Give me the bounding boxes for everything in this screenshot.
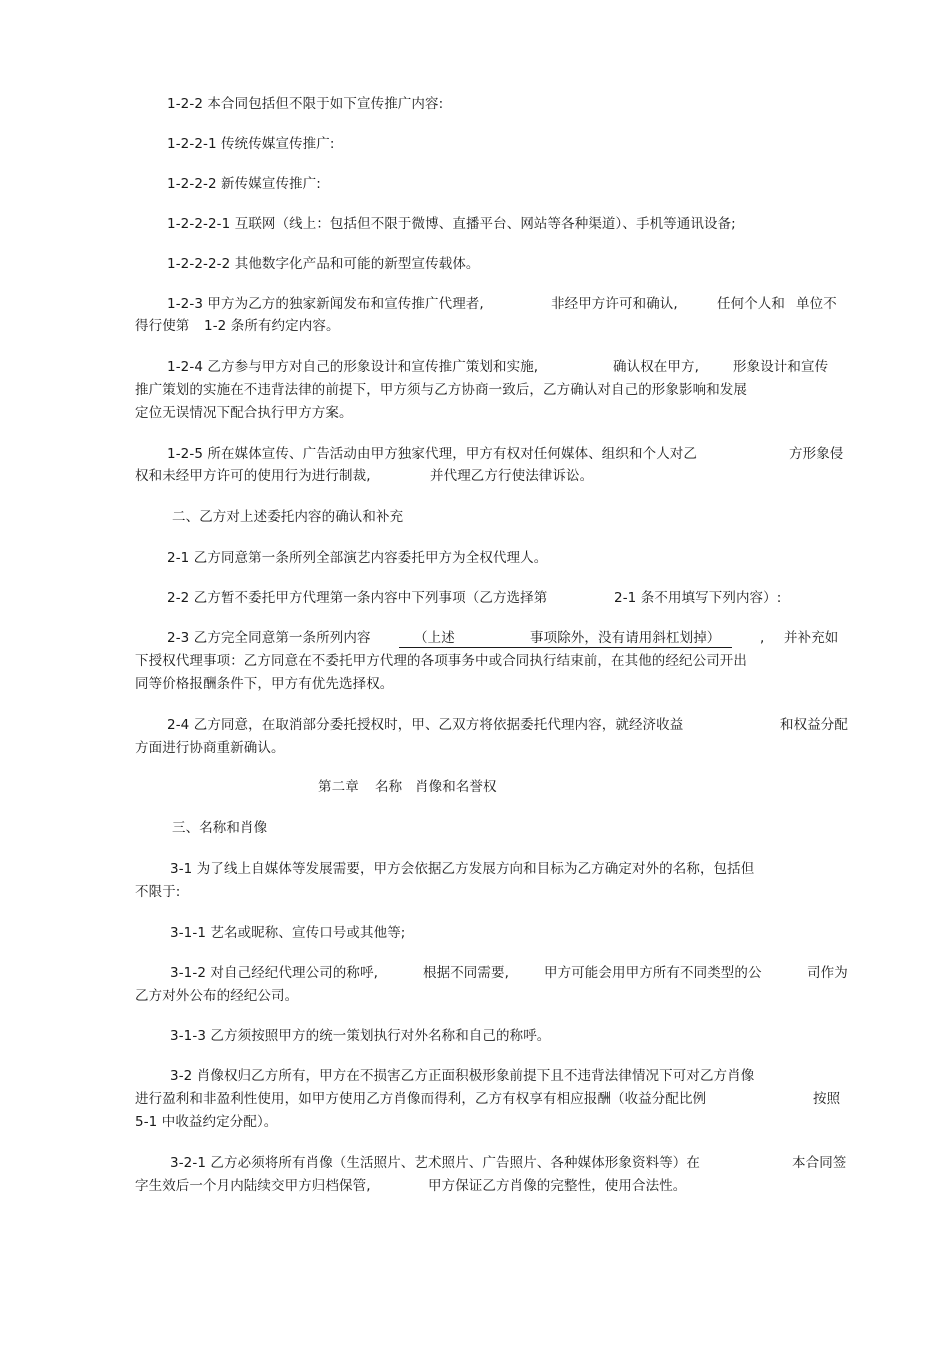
clause-2-3-part-4: 并补充如	[784, 630, 839, 646]
clause-3-1-2-part-1: 3-1-2 对自己经纪代理公司的称呼,	[170, 965, 378, 981]
clause-1-2-2-2: 1-2-2-2 新传媒宣传推广:	[167, 176, 321, 192]
clause-3-2-1-line2-part-1: 字生效后一个月内陆续交甲方归档保管,	[135, 1178, 371, 1194]
clause-2-3-line3: 同等价格报酬条件下，甲方有优先选择权。	[135, 676, 394, 692]
clause-2-2-part-2: 2-1 条不用填写下列内容）:	[614, 590, 782, 606]
clause-3-1-2-part-2: 根据不同需要,	[423, 965, 509, 981]
clause-1-2-2-2-2: 1-2-2-2-2 其他数字化产品和可能的新型宣传载体。	[167, 256, 480, 272]
clause-3-2-1-part-2: 本合同签	[792, 1155, 847, 1171]
clause-3-1-1: 3-1-1 艺名或昵称、宣传口号或其他等;	[170, 925, 406, 941]
clause-3-2-line2-part-1: 进行盈利和非盈利性使用，如甲方使用乙方肖像而得利，乙方有权享有相应报酬（收益分配比例	[135, 1091, 707, 1107]
clause-1-2-5-part-1: 1-2-5 所在媒体宣传、广告活动由甲方独家代理，甲方有权对任何媒体、组织和个人对乙	[167, 446, 697, 462]
clause-1-2-4-part-1: 1-2-4 乙方参与甲方对自己的形象设计和宣传推广策划和实施,	[167, 359, 539, 375]
section-heading-2: 二、乙方对上述委托内容的确认和补充	[172, 509, 404, 525]
clause-2-1: 2-1 乙方同意第一条所列全部演艺内容委托甲方为全权代理人。	[167, 550, 548, 566]
clause-3-1-line2: 不限于:	[135, 884, 181, 900]
chapter-heading-part-3: 肖像和名誉权	[415, 779, 497, 795]
clause-1-2-3-line2-part-1: 得行使第	[135, 318, 190, 334]
clause-2-3-part-1: 2-3 乙方完全同意第一条所列内容	[167, 630, 371, 646]
clause-1-2-5-line2-part-2: 并代理乙方行使法律诉讼。	[430, 468, 594, 484]
clause-1-2-2: 1-2-2 本合同包括但不限于如下宣传推广内容:	[167, 96, 444, 112]
clause-2-4-line2: 方面进行协商重新确认。	[135, 740, 285, 756]
clause-2-4-part-1: 2-4 乙方同意，在取消部分委托授权时，甲、乙双方将依据委托代理内容，就经济收益	[167, 717, 684, 733]
clause-1-2-3-part-2: 非经甲方许可和确认,	[551, 296, 678, 312]
clause-1-2-3-line2-part-2: 1-2 条所有约定内容。	[204, 318, 340, 334]
clause-2-3-comma: ,	[760, 630, 765, 646]
chapter-heading-part-2: 名称	[375, 779, 403, 795]
clause-3-2-1-line2-part-2: 甲方保证乙方肖像的完整性，使用合法性。	[428, 1178, 687, 1194]
section-heading-3: 三、名称和肖像	[172, 820, 268, 836]
clause-1-2-4-line3: 定位无误情况下配合执行甲方方案。	[135, 405, 353, 421]
clause-3-2-line3: 5-1 中收益约定分配）。	[135, 1114, 278, 1130]
clause-3-2-line2-part-2: 按照	[813, 1091, 841, 1107]
clause-1-2-2-2-1: 1-2-2-2-1 互联网（线上：包括但不限于微博、直播平台、网站等各种渠道）、手机等通讯设备;	[167, 216, 736, 232]
clause-1-2-2-1: 1-2-2-1 传统传媒宣传推广:	[167, 136, 335, 152]
clause-1-2-4-part-3: 形象设计和宣传	[733, 359, 829, 375]
clause-2-4-part-2: 和权益分配	[780, 717, 848, 733]
clause-1-2-3-part-1: 1-2-3 甲方为乙方的独家新闻发布和宣传推广代理者,	[167, 296, 484, 312]
clause-3-1-2-part-4: 司作为	[807, 965, 848, 981]
clause-2-3-line2: 下授权代理事项：乙方同意在不委托甲方代理的各项事务中或合同执行结束前，在其他的经纪公司开出	[135, 653, 747, 669]
clause-3-2-1-part-1: 3-2-1 乙方必须将所有肖像（生活照片、艺术照片、广告照片、各种媒体形象资料等）在	[170, 1155, 700, 1171]
clause-1-2-4-part-2: 确认权在甲方,	[613, 359, 699, 375]
clause-3-2: 3-2 肖像权归乙方所有，甲方在不损害乙方正面积极形象前提下且不违背法律情况下可对乙方肖像	[170, 1068, 755, 1084]
clause-1-2-5-line2-part-1: 权和未经甲方许可的使用行为进行制裁,	[135, 468, 371, 484]
clause-1-2-3-part-3: 任何个人和	[717, 296, 785, 312]
clause-2-3-blank-text-1: （上述	[414, 630, 455, 646]
clause-1-2-5-part-2: 方形象侵	[789, 446, 844, 462]
clause-1-2-3-part-4: 单位不	[796, 296, 837, 312]
clause-1-2-4-line2: 推广策划的实施在不违背法律的前提下，甲方须与乙方协商一致后，乙方确认对自己的形象影响和发展	[135, 382, 747, 398]
clause-3-1: 3-1 为了线上自媒体等发展需要，甲方会依据乙方发展方向和目标为乙方确定对外的名称，包括但	[170, 861, 755, 877]
clause-2-2-part-1: 2-2 乙方暂不委托甲方代理第一条内容中下列事项（乙方选择第	[167, 590, 548, 606]
clause-2-3-blank-text-2: 事项除外，没有请用斜杠划掉）	[530, 630, 721, 646]
chapter-heading-part-1: 第二章	[318, 779, 359, 795]
clause-3-1-2-line2: 乙方对外公布的经纪公司。	[135, 988, 299, 1004]
clause-3-1-3: 3-1-3 乙方须按照甲方的统一策划执行对外名称和自己的称呼。	[170, 1028, 551, 1044]
clause-3-1-2-part-3: 甲方可能会用甲方所有不同类型的公	[544, 965, 762, 981]
